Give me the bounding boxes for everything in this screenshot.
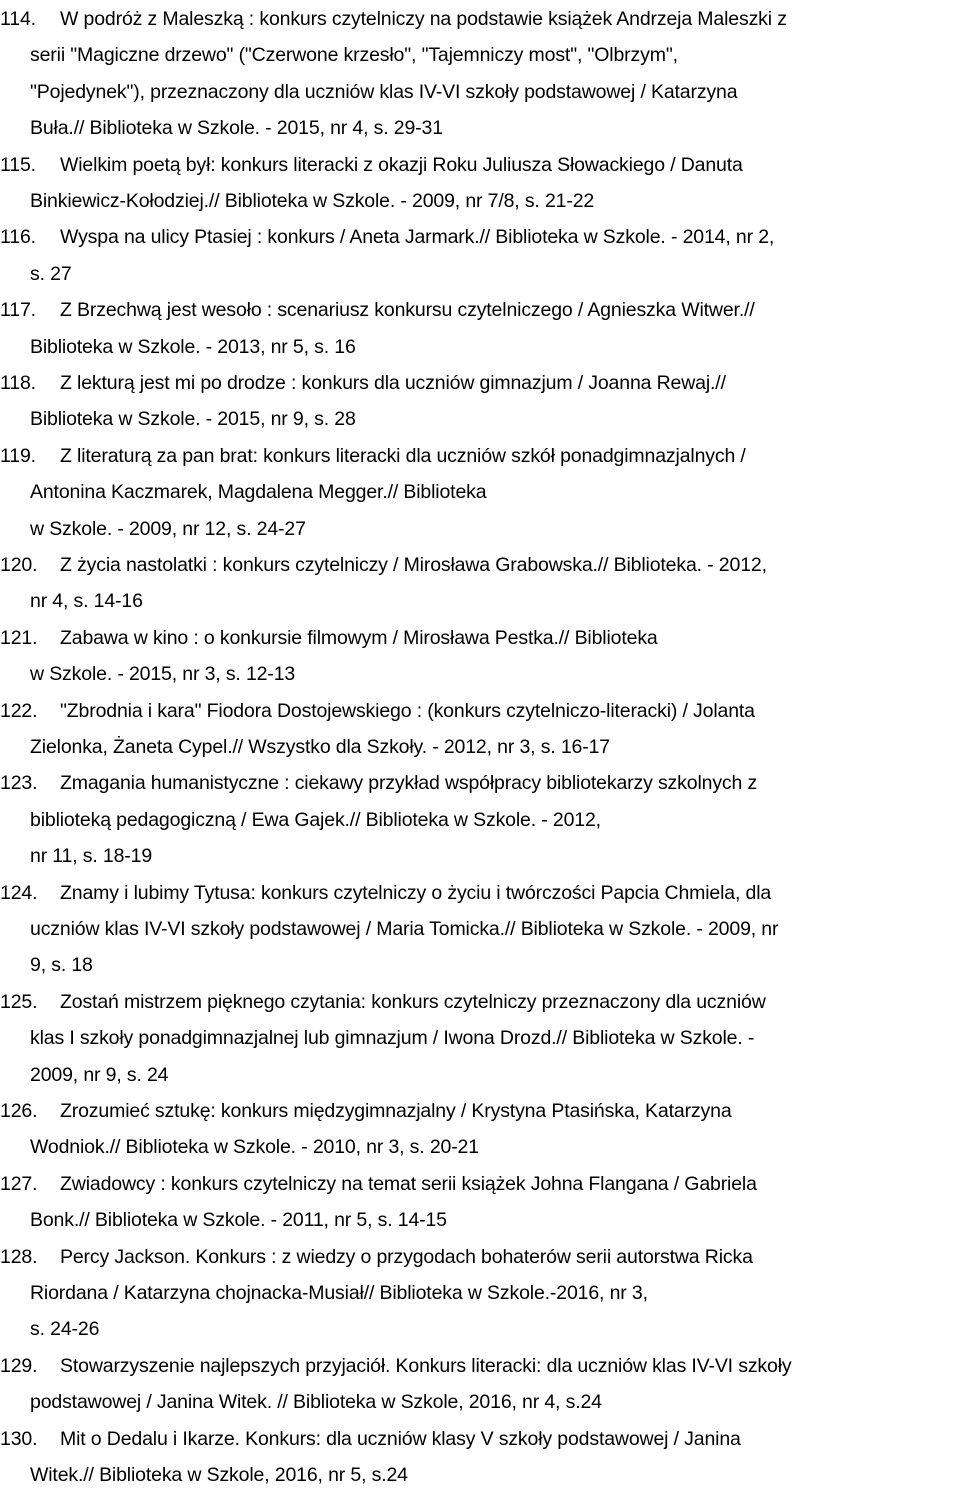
entry-number: 115. — [0, 153, 36, 176]
entry-line — [0, 947, 928, 983]
entry-line — [0, 474, 928, 510]
entry-line — [0, 256, 928, 292]
entry-line — [0, 1020, 928, 1056]
entry-line — [0, 1166, 928, 1202]
entry-text: Zmagania humanistyczne : ciekawy przykład współpracy bibliotekarzy szkolnych z — [60, 772, 758, 795]
entry-text: Zostań mistrzem pięknego czytania: konkurs czytelniczy przeznaczony dla uczniów — [60, 990, 766, 1013]
entry-line — [0, 1384, 928, 1420]
bibliography-entry — [0, 1093, 928, 1166]
entry-line — [0, 438, 928, 474]
entry-line — [0, 37, 928, 73]
bibliography-entry — [0, 875, 928, 984]
entry-text: Zrozumieć sztukę: konkurs międzygimnazjalny / Krystyna Ptasińska, Katarzyna — [60, 1100, 732, 1122]
bibliography-entry — [0, 1, 928, 147]
entry-text: nr 4, s. 14-16 — [30, 590, 143, 613]
entry-text: Binkiewicz-Kołodziej.// Biblioteka w Szkole. - 2009, nr 7/8, s. 21-22 — [30, 190, 595, 212]
entry-line — [0, 1457, 928, 1493]
entry-text: Z literaturą za pan brat: konkurs literacki dla uczniów szkół ponadgimnazjalnych / — [60, 444, 746, 467]
entry-number: 124. — [0, 881, 38, 904]
entry-text: Z Brzechwą jest wesoło : scenariusz konkursu czytelniczego / Agnieszka Witwer.// — [60, 299, 755, 322]
entry-text: Mit o Dedalu i Ikarze. Konkurs: dla uczniów klasy V szkoły podstawowej / Janina — [60, 1427, 741, 1450]
entry-number: 122. — [0, 699, 38, 722]
entry-text: s. 27 — [30, 262, 72, 285]
entry-line — [0, 401, 928, 437]
entry-number: 128. — [0, 1245, 38, 1268]
entry-line — [0, 1057, 928, 1093]
entry-number: 118. — [0, 372, 36, 394]
entry-line — [0, 547, 928, 583]
entry-line — [0, 984, 928, 1020]
entry-text: uczniów klas IV-VI szkoły podstawowej / Maria Tomicka.// Biblioteka w Szkole. - 2009, nr — [30, 918, 779, 940]
entry-line — [0, 1129, 928, 1165]
bibliography-entry — [0, 765, 928, 874]
entry-number: 116. — [0, 226, 36, 249]
entry-line — [0, 1275, 928, 1311]
bibliography-entry — [0, 693, 928, 766]
entry-text: Wyspa na ulicy Ptasiej : konkurs / Aneta Jarmark.// Biblioteka w Szkole. - 2014, nr 2, — [60, 226, 775, 249]
entry-text: W podróż z Maleszką : konkurs czytelniczy na podstawie książek Andrzeja Maleszki z — [60, 8, 787, 30]
entry-text: biblioteką pedagogiczną / Ewa Gajek.// Biblioteka w Szkole. - 2012, — [30, 808, 601, 831]
entry-line — [0, 765, 928, 801]
entry-text: s. 24-26 — [30, 1318, 100, 1341]
entry-line — [0, 620, 928, 656]
entry-text: klas I szkoły ponadgimnazjalnej lub gimnazjum / Iwona Drozd.// Biblioteka w Szkole. - — [30, 1027, 755, 1050]
entry-text: Zwiadowcy : konkurs czytelniczy na temat serii książek Johna Flangana / Gabriela — [60, 1172, 757, 1195]
entry-text: 2009, nr 9, s. 24 — [30, 1063, 169, 1086]
entry-number: 130. — [0, 1427, 38, 1450]
entry-line — [0, 292, 928, 328]
entry-number: 121. — [0, 626, 38, 649]
entry-text: Riordana / Katarzyna chojnacka-Musiał// Biblioteka w Szkole.-2016, nr 3, — [30, 1282, 648, 1304]
entry-line — [0, 729, 928, 765]
entry-text: Wodniok.// Biblioteka w Szkole. - 2010, nr 3, s. 20-21 — [30, 1136, 479, 1159]
bibliography-entry — [0, 620, 928, 693]
entry-line — [0, 110, 928, 146]
entry-number: 119. — [0, 444, 36, 467]
bibliography-entry — [0, 438, 928, 547]
entry-line — [0, 329, 928, 365]
entry-text: Antonina Kaczmarek, Magdalena Megger.// Biblioteka — [30, 481, 487, 504]
entry-line — [0, 911, 928, 947]
entry-text: 9, s. 18 — [30, 954, 93, 977]
entry-line — [0, 1311, 928, 1347]
entry-line — [0, 74, 928, 110]
entry-text: "Pojedynek"), przeznaczony dla uczniów klas IV-VI szkoły podstawowej / Katarzyna — [30, 80, 738, 103]
entry-line — [0, 1421, 928, 1457]
entry-line — [0, 656, 928, 692]
entry-line — [0, 583, 928, 619]
entry-text: "Zbrodnia i kara" Fiodora Dostojewskiego : (konkurs czytelniczo-literacki) / Jolanta — [60, 699, 755, 722]
entry-text: Biblioteka w Szkole. - 2013, nr 5, s. 16 — [30, 335, 356, 358]
entry-text: Zielonka, Żaneta Cypel.// Wszystko dla Szkoły. - 2012, nr 3, s. 16-17 — [30, 736, 610, 758]
entry-line — [0, 875, 928, 911]
entry-text: w Szkole. - 2009, nr 12, s. 24-27 — [30, 517, 306, 540]
entry-text: Witek.// Biblioteka w Szkole, 2016, nr 5, s.24 — [30, 1464, 408, 1486]
entry-text: nr 11, s. 18-19 — [30, 845, 153, 868]
entry-text: Buła.// Biblioteka w Szkole. - 2015, nr 4, s. 29-31 — [30, 117, 443, 140]
bibliography-entry — [0, 1239, 928, 1348]
entry-number: 114. — [0, 8, 36, 30]
entry-text: Zabawa w kino : o konkursie filmowym / Mirosława Pestka.// Biblioteka — [60, 626, 658, 649]
entry-number: 129. — [0, 1354, 38, 1377]
entry-line — [0, 1, 928, 37]
entry-line — [0, 802, 928, 838]
bibliography-entry — [0, 1421, 928, 1493]
entry-line — [0, 147, 928, 183]
entry-text: Z lekturą jest mi po drodze : konkurs dla uczniów gimnazjum / Joanna Rewaj.// — [60, 372, 726, 394]
entry-number: 120. — [0, 554, 38, 576]
entry-text: Stowarzyszenie najlepszych przyjaciół. Konkurs literacki: dla uczniów klas IV-VI szkoły — [60, 1354, 792, 1377]
bibliography-entry — [0, 219, 928, 292]
entry-line — [0, 1202, 928, 1238]
entry-text: Z życia nastolatki : konkurs czytelniczy / Mirosława Grabowska.// Biblioteka. - 2012, — [60, 554, 767, 576]
entry-text: Biblioteka w Szkole. - 2015, nr 9, s. 28 — [30, 408, 356, 431]
entry-text: w Szkole. - 2015, nr 3, s. 12-13 — [30, 663, 296, 686]
bibliography-entry — [0, 147, 928, 220]
entry-number: 126. — [0, 1100, 38, 1122]
bibliography-entry — [0, 1166, 928, 1239]
entry-line — [0, 1239, 928, 1275]
entry-number: 125. — [0, 990, 38, 1013]
bibliography-entry — [0, 984, 928, 1093]
entry-number: 127. — [0, 1172, 38, 1195]
entry-text: Percy Jackson. Konkurs : z wiedzy o przygodach bohaterów serii autorstwa Ricka — [60, 1245, 753, 1268]
entry-line — [0, 511, 928, 547]
entry-text: Znamy i lubimy Tytusa: konkurs czytelniczy o życiu i twórczości Papcia Chmiela, dla — [60, 881, 772, 904]
entry-line — [0, 693, 928, 729]
entry-text: Wielkim poetą był: konkurs literacki z okazji Roku Juliusza Słowackiego / Danuta — [60, 153, 743, 176]
bibliography-entry — [0, 1348, 928, 1421]
bibliography-entry — [0, 547, 928, 620]
entry-line — [0, 219, 928, 255]
entry-number: 123. — [0, 772, 38, 795]
entry-line — [0, 1093, 928, 1129]
entry-line — [0, 838, 928, 874]
bibliography-entry — [0, 365, 928, 438]
entry-line — [0, 183, 928, 219]
entry-text: podstawowej / Janina Witek. // Biblioteka w Szkole, 2016, nr 4, s.24 — [30, 1391, 602, 1414]
entry-number: 117. — [0, 299, 36, 322]
entry-line — [0, 365, 928, 401]
entry-line — [0, 1348, 928, 1384]
bibliography-entry — [0, 292, 928, 365]
entry-text: Bonk.// Biblioteka w Szkole. - 2011, nr 5, s. 14-15 — [30, 1209, 447, 1232]
entry-text: serii "Magiczne drzewo" ("Czerwone krzesło", "Tajemniczy most", "Olbrzym", — [30, 44, 678, 67]
